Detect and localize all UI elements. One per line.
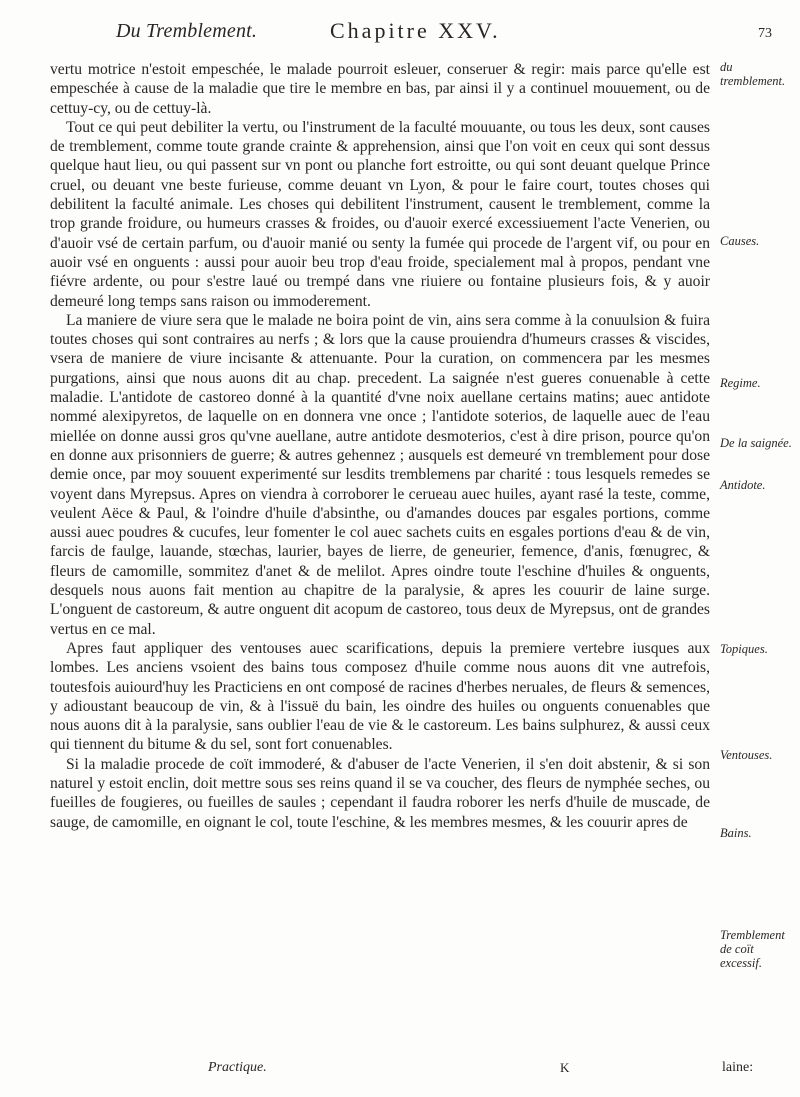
running-title: Du Tremblement. [116,20,258,42]
margin-note: Antidote. [720,478,766,492]
margin-note: Regime. [720,376,761,390]
paragraph: vertu motrice n'estoit empeschée, le malade pourroit esleuer, conseruer & regir: mais parce qu'elle est empeschée à cause de la maladie que tire le membre en bas, par ainsi il y a continuel mouuement, ou de cettuy-cy, ou de cettuy-là. [50,61,710,117]
margin-note: Tremblement de coït excessif. [720,928,785,970]
margin-note: Causes. [720,234,760,248]
chapter-heading: Chapitre XXV. [330,18,501,43]
page-number: 73 [758,26,772,41]
catchword: laine: [722,1060,754,1075]
paragraph: Tout ce qui peut debiliter la vertu, ou l'instrument de la faculté mouuante, ou tous les deux, sont causes de tremblement, comme toute grande crainte & apprehension, ainsi que l'on voit en ceux qui sont dessus quelque haut lieu, ou qui passent sur vn pont ou planche fort estroitte, ou qui sont deuant quelque Prince cruel, ou deuant vne beste furieuse, comme deuant vn Lyon, & pour le faire court, toutes choses qui debilitent la faculté animale. Les choses qui debilitent l'instrument, causent le tremblement, comme la trop grande froidure, ou humeurs crasses & froides, ou d'auoir exercé excessiuement l'acte Venerien, ou d'auoir vsé de certain parfum, ou d'auoir manié ou senty la fumée qui procede de l'argent vif, ou pour en auoir vsé en onguents : aussi pour auoir beu trop d'eau froide, specialement mal à propos, pendant vne fiévre ardente, ou pour s'estre laué ou trempé dans vne riuiere ou fontaine plusieurs fois, & y auoir demeuré long temps sans raison ou immoderement. [50,118,710,310]
margin-note: De la saignée. [720,436,792,450]
margin-note: Bains. [720,826,752,840]
paragraph: Apres faut appliquer des ventouses auec scarifications, depuis la premiere vertebre iusques aux lombes. Les anciens vsoient des bains tous composez d'huile comme nous auons dit vne autrefois, toutesfois auiourd'huy les Practiciens en ont composé de racines d'herbes neruales, de fleurs & semences, y adioustant beaucoup de vin, & à l'issuë du bain, les oindre des huiles ou onguents conuenables que nous auons dit à la paralysie, sans oublier l'eau de vie & le castoreum. Les bains sulphurez, & aussi ceux qui tiennent du bitume & du sel, sont fort conuenables. [50,639,710,754]
paragraph: La maniere de viure sera que le malade ne boira point de vin, ains sera comme à la conuulsion & fuira toutes choses qui sont contraires au nerfs ; & lors que la cause prouiendra d'humeurs crasses & viscides, vsera de maniere de viure incisante & attenuante. Pour la curation, on commencera par les mesmes purgations, ainsi que nous auons dit au chap. precedent. La saignée n'est gueres conuenable à cette maladie. L'antidote de castoreo donné à la quantité d'vne noix auellane certains matins; auec antidote nommé alexipyretos, de laquelle on en donnera vne once ; l'antidote soterios, de laquelle auec de l'eau miellée on donne aussi gros qu'vne auellane, autre antidote desmoterios, c'est à dire prison, pource qu'on en donne aux prisonniers de guerre; & autres gehennez ; ausquels est demeuré vn tremblement pour dose demie once, par moy souuent experimenté sur lesdits tremblemens par charité : tous lesquels remedes se voyent dans Myrepsus. Apres on viendra à corroborer le cerueau auec huiles, ayant rasé la teste, comme, veulent Aëce & Paul, & l'oindre d'huile d'absinthe, ou d'amandes douces par esgales portions, comme aussi auec poudres & cucufes, leur fomenter le col auec sachets cuits en esgales portions d'eau & de vin, farcis de faulge, lauande, stœchas, laurier, bayes de lierre, de geneurier, femence, d'anis, fœnugrec, & fleurs de camomille, sommitez d'anet & de melilot. Apres oindre toute l'eschine d'huiles & onguents, desquels nous auons fait mention au chapitre de la paralysie, & apres les couurir de laine surge. L'onguent de castoreum, & autre onguent dit acopum de castoreo, tous deux de Myrepsus, ont de grandes vertus en ce mal. [50,311,710,638]
main-text [50,60,710,832]
page-header [0,18,800,58]
margin-note: du tremblement. [720,60,786,88]
signature-mark: K [560,1060,570,1075]
margin-note: Ventouses. [720,748,773,762]
footer-catchword-left: Practique. [208,1060,267,1075]
margin-note: Topiques. [720,642,768,656]
page-footer [0,1060,800,1084]
paragraph: Si la maladie procede de coït immoderé, & d'abuser de l'acte Venerien, il s'en doit abstenir, & si son naturel y estoit enclin, doit mettre sous ses reins quand il se va coucher, des fleurs de nymphée seches, ou fueilles de fougieres, ou fueilles de saules ; cependant il faudra roborer les nerfs d'huile de muscade, de sauge, de camomille, en oignant le col, toute l'eschine, & les membres mesmes, & les couurir apres de [50,755,710,831]
